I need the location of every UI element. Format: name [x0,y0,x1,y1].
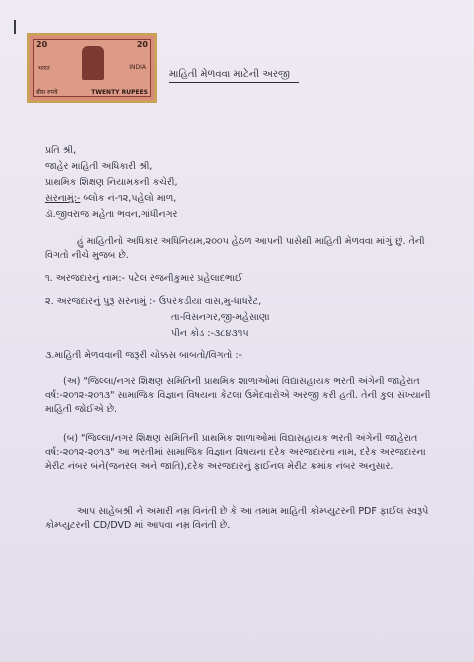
subject-underline [169,82,299,83]
details-heading: ૩.માહિતી મેળવવાની જરૂરી ચોક્કસ બાબતો/વિગતો :- [45,350,242,361]
closing-paragraph: આપ સાહેબશ્રી ને અમારી નમ્ર વિનંતી છે કે આ તમામ માહિતી કોમ્પ્યુટરની PDF ફાઈલ સ્વરૂપે કોમ્પ્યુટરની CD/DVD માં આપવા નમ્ર વિનંતી છે. [45,506,429,531]
applicant-name-value: પટેલ રજનીકુમાર પ્રહેલાદભાઈ [125,273,243,284]
recipient-line-1: પ્રતિ શ્રી, [45,145,77,156]
applicant-address [45,296,261,308]
recipient-address-label: સરનામું:- [45,193,81,204]
margin-mark [14,20,16,34]
applicant-name-label: ૧. અરજદારનું નામ:- [45,273,126,284]
letter-subject: માહિતી મેળવવા માટેની અરજી [169,69,290,80]
detail-item-a: (અ) "જિલ્લા/નગર શિક્ષણ સમિતિની પ્રાથમિક શાળાઓમાં વિદ્યાસહાયક ભરતી અંગેની જાહેરાત વર્ષ:-૨૦૧૨-૨૦૧૩" સામાજિક વિજ્ઞાન વિષયના કેટલા ઉમેદવારોએ અરજી કરી હતી. તેની કુલ સંખ્યાની માહિતી જોઈએ છે. [45,376,431,415]
stamp-denomination-hindi: बीस रुपये [36,89,58,96]
revenue-stamp [27,33,157,103]
applicant-address-label: ૨. અરજદારનું પુરૂ સરનામું :- [45,296,156,307]
intro-paragraph: હું માહિતીનો અધિકાર અધિનિયમ,૨૦૦૫ હેઠળ આપની પાસેથી માહિતી મેળવવા માંગું છું. તેની વિગતો નીચે મુજબ છે. [45,236,425,261]
recipient-line-4 [45,193,176,205]
stamp-value-left: 20 [36,40,48,49]
applicant-address-line-2: તા-વિસનગર,જી-મહેસાણા [171,312,270,323]
recipient-address-value: બ્લોક નં-૧૨,પહેલો માળ, [80,193,177,204]
detail-item-b: (બ) "જિલ્લા/નગર શિક્ષણ સમિતિની પ્રાથમિક શાળાઓમાં વિદ્યાસહાયક ભરતી અંગેની જાહેરાત વર્ષ:-૨૦૧૨-૨૦૧૩" આ ભરતીમાં સામાજિક વિજ્ઞાન વિષયના દરેક અરજદારના નામ, દરેક અરજદારના મેરીટ નંબર બંને(જનરલ અને જાતિ),દરેક અરજદારનું ફાઈનલ મેરીટ ક્રમાંક નંબર અનુસાર. [45,433,426,472]
stamp-value-right: 20 [136,40,148,49]
stamp-india-hindi: भारत [38,65,50,72]
recipient-line-5: ડૉ.જીવરાજ મહેતા ભવન,ગાંધીનગર [45,209,178,220]
recipient-line-2: જાહેર માહિતી અધિકારી શ્રી, [45,161,153,172]
applicant-address-line-3: પીન કોડ :-૩૮૪૩૧૫ [171,328,249,339]
applicant-address-line-1: ઉપરકડીયા વાસ,મુ-ધાધરેટ, [155,296,262,307]
applicant-name [45,273,242,285]
stamp-denomination-english: TWENTY RUPEES [91,89,148,96]
emblem-icon [82,46,104,80]
recipient-line-3: પ્રાથમિક શિક્ષણ નિયામકની કચેરી, [45,177,178,188]
stamp-india-english: INDIA [129,64,146,71]
